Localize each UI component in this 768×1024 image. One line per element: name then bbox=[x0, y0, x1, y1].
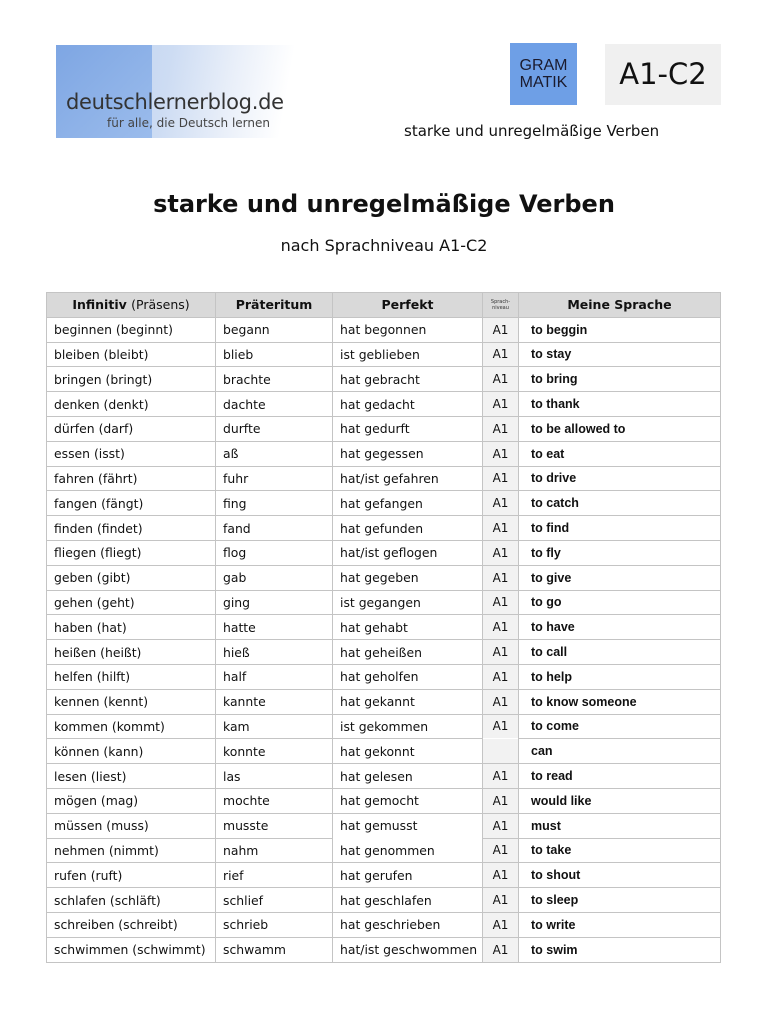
grammar-badge-line2: MATIK bbox=[519, 74, 568, 91]
table-row bbox=[47, 615, 721, 640]
cell-infinitive: haben (hat) bbox=[47, 615, 216, 640]
cell-infinitive: müssen (muss) bbox=[47, 813, 216, 838]
cell-infinitive: helfen (hilft) bbox=[47, 664, 216, 689]
cell-preterite: hatte bbox=[216, 615, 333, 640]
table-row bbox=[47, 714, 721, 739]
cell-infinitive: bringen (bringt) bbox=[47, 367, 216, 392]
table-row bbox=[47, 516, 721, 541]
header-infinitive-note: (Präsens) bbox=[131, 297, 190, 313]
table-row bbox=[47, 590, 721, 615]
cell-level: A1 bbox=[483, 466, 519, 491]
cell-infinitive: rufen (ruft) bbox=[47, 863, 216, 888]
table-row bbox=[47, 342, 721, 367]
cell-level: A1 bbox=[483, 565, 519, 590]
cell-perfect: hat/ist geschwommen bbox=[333, 937, 483, 962]
cell-translation: to eat bbox=[519, 441, 721, 466]
cell-infinitive: lesen (liest) bbox=[47, 764, 216, 789]
cell-translation: to read bbox=[519, 764, 721, 789]
table-row bbox=[47, 863, 721, 888]
cell-preterite: schwamm bbox=[216, 937, 333, 962]
cell-level: A1 bbox=[483, 416, 519, 441]
cell-preterite: aß bbox=[216, 441, 333, 466]
cell-level: A1 bbox=[483, 342, 519, 367]
table-row bbox=[47, 317, 721, 342]
cell-infinitive: denken (denkt) bbox=[47, 392, 216, 417]
cell-level: A1 bbox=[483, 441, 519, 466]
level-badge: A1-C2 bbox=[605, 44, 721, 105]
cell-infinitive: fangen (fängt) bbox=[47, 491, 216, 516]
cell-perfect: hat gemusst bbox=[333, 813, 483, 838]
grammar-badge bbox=[510, 43, 577, 105]
cell-perfect: hat geschlafen bbox=[333, 888, 483, 913]
cell-infinitive: fliegen (fliegt) bbox=[47, 540, 216, 565]
table-row bbox=[47, 764, 721, 789]
cell-level: A1 bbox=[483, 813, 519, 838]
cell-level bbox=[483, 739, 519, 764]
header-own-language: Meine Sprache bbox=[519, 293, 721, 318]
cell-preterite: las bbox=[216, 764, 333, 789]
logo-tagline: für alle, die Deutsch lernen bbox=[107, 116, 270, 130]
cell-translation: to thank bbox=[519, 392, 721, 417]
cell-perfect: hat gefunden bbox=[333, 516, 483, 541]
table-body bbox=[47, 317, 721, 962]
cell-infinitive: essen (isst) bbox=[47, 441, 216, 466]
cell-level: A1 bbox=[483, 367, 519, 392]
cell-translation: to know someone bbox=[519, 689, 721, 714]
cell-perfect: hat gehabt bbox=[333, 615, 483, 640]
cell-level: A1 bbox=[483, 863, 519, 888]
cell-perfect: hat gelesen bbox=[333, 764, 483, 789]
cell-translation: to shout bbox=[519, 863, 721, 888]
cell-perfect: hat gebracht bbox=[333, 367, 483, 392]
grammar-badge-line1: GRAM bbox=[519, 57, 568, 74]
table-row bbox=[47, 888, 721, 913]
cell-perfect: ist gegangen bbox=[333, 590, 483, 615]
cell-infinitive: kennen (kennt) bbox=[47, 689, 216, 714]
cell-translation: to go bbox=[519, 590, 721, 615]
cell-level: A1 bbox=[483, 590, 519, 615]
cell-preterite: schrieb bbox=[216, 912, 333, 937]
cell-preterite: musste bbox=[216, 813, 333, 838]
document-subtitle: nach Sprachniveau A1-C2 bbox=[280, 236, 488, 255]
cell-translation: to bring bbox=[519, 367, 721, 392]
cell-preterite: ging bbox=[216, 590, 333, 615]
cell-infinitive: kommen (kommt) bbox=[47, 714, 216, 739]
cell-level: A1 bbox=[483, 392, 519, 417]
cell-translation: to fly bbox=[519, 540, 721, 565]
cell-infinitive: fahren (fährt) bbox=[47, 466, 216, 491]
cell-preterite: fuhr bbox=[216, 466, 333, 491]
cell-preterite: dachte bbox=[216, 392, 333, 417]
table-row bbox=[47, 788, 721, 813]
cell-level: A1 bbox=[483, 491, 519, 516]
cell-perfect: hat geholfen bbox=[333, 664, 483, 689]
cell-perfect: hat gekonnt bbox=[333, 739, 483, 764]
cell-translation: to sleep bbox=[519, 888, 721, 913]
cell-infinitive: mögen (mag) bbox=[47, 788, 216, 813]
cell-perfect: hat gedacht bbox=[333, 392, 483, 417]
cell-perfect: hat begonnen bbox=[333, 317, 483, 342]
cell-translation: to give bbox=[519, 565, 721, 590]
cell-level: A1 bbox=[483, 888, 519, 913]
cell-preterite: fand bbox=[216, 516, 333, 541]
cell-preterite: kam bbox=[216, 714, 333, 739]
cell-translation: to drive bbox=[519, 466, 721, 491]
cell-translation: to catch bbox=[519, 491, 721, 516]
cell-level: A1 bbox=[483, 937, 519, 962]
table-row bbox=[47, 664, 721, 689]
table-row bbox=[47, 416, 721, 441]
cell-infinitive: finden (findet) bbox=[47, 516, 216, 541]
cell-translation: to help bbox=[519, 664, 721, 689]
cell-preterite: nahm bbox=[216, 838, 333, 863]
cell-level: A1 bbox=[483, 615, 519, 640]
cell-translation: to find bbox=[519, 516, 721, 541]
cell-infinitive: schwimmen (schwimmt) bbox=[47, 937, 216, 962]
table-row bbox=[47, 540, 721, 565]
cell-infinitive: nehmen (nimmt) bbox=[47, 838, 216, 863]
document-title: starke und unregelmäßige Verben bbox=[153, 190, 615, 218]
table-row bbox=[47, 392, 721, 417]
cell-translation: to come bbox=[519, 714, 721, 739]
cell-level: A1 bbox=[483, 317, 519, 342]
cell-preterite: konnte bbox=[216, 739, 333, 764]
header-preterite: Präteritum bbox=[216, 293, 333, 318]
cell-perfect: hat gegeben bbox=[333, 565, 483, 590]
table-row bbox=[47, 937, 721, 962]
cell-preterite: half bbox=[216, 664, 333, 689]
cell-infinitive: können (kann) bbox=[47, 739, 216, 764]
cell-perfect: hat gemocht bbox=[333, 788, 483, 813]
cell-translation: would like bbox=[519, 788, 721, 813]
cell-preterite: fing bbox=[216, 491, 333, 516]
cell-preterite: rief bbox=[216, 863, 333, 888]
cell-translation: to beggin bbox=[519, 317, 721, 342]
cell-translation: to write bbox=[519, 912, 721, 937]
table-row bbox=[47, 367, 721, 392]
cell-infinitive: bleiben (bleibt) bbox=[47, 342, 216, 367]
cell-level: A1 bbox=[483, 788, 519, 813]
header-level-line2: niveau bbox=[492, 304, 509, 311]
cell-perfect: hat geschrieben bbox=[333, 912, 483, 937]
verbs-table bbox=[46, 292, 721, 963]
table-row bbox=[47, 838, 721, 863]
cell-translation: to be allowed to bbox=[519, 416, 721, 441]
cell-perfect: hat gerufen bbox=[333, 863, 483, 888]
cell-level: A1 bbox=[483, 664, 519, 689]
cell-preterite: mochte bbox=[216, 788, 333, 813]
cell-translation: to call bbox=[519, 640, 721, 665]
header-level bbox=[483, 293, 519, 318]
cell-level: A1 bbox=[483, 689, 519, 714]
cell-perfect: hat genommen bbox=[333, 838, 483, 863]
cell-infinitive: schlafen (schläft) bbox=[47, 888, 216, 913]
cell-perfect: hat/ist geflogen bbox=[333, 540, 483, 565]
cell-level: A1 bbox=[483, 516, 519, 541]
cell-preterite: flog bbox=[216, 540, 333, 565]
table-row bbox=[47, 491, 721, 516]
cell-infinitive: heißen (heißt) bbox=[47, 640, 216, 665]
cell-translation: to swim bbox=[519, 937, 721, 962]
cell-infinitive: gehen (geht) bbox=[47, 590, 216, 615]
cell-preterite: gab bbox=[216, 565, 333, 590]
cell-infinitive: schreiben (schreibt) bbox=[47, 912, 216, 937]
cell-level: A1 bbox=[483, 912, 519, 937]
header-infinitive bbox=[47, 293, 216, 318]
cell-preterite: durfte bbox=[216, 416, 333, 441]
cell-level: A1 bbox=[483, 764, 519, 789]
cell-infinitive: beginnen (beginnt) bbox=[47, 317, 216, 342]
cell-perfect: hat/ist gefahren bbox=[333, 466, 483, 491]
cell-translation: to have bbox=[519, 615, 721, 640]
cell-preterite: schlief bbox=[216, 888, 333, 913]
table-row bbox=[47, 739, 721, 764]
cell-preterite: kannte bbox=[216, 689, 333, 714]
header-perfect: Perfekt bbox=[333, 293, 483, 318]
cell-translation: to take bbox=[519, 838, 721, 863]
cell-level: A1 bbox=[483, 714, 519, 739]
table-header-row bbox=[47, 293, 721, 318]
cell-infinitive: dürfen (darf) bbox=[47, 416, 216, 441]
cell-level: A1 bbox=[483, 540, 519, 565]
cell-preterite: blieb bbox=[216, 342, 333, 367]
table-row bbox=[47, 689, 721, 714]
table-row bbox=[47, 466, 721, 491]
logo-title: deutschlernerblog.de bbox=[66, 90, 284, 114]
cell-level: A1 bbox=[483, 838, 519, 863]
header-level-line1: Sprach- bbox=[490, 298, 511, 305]
table-row bbox=[47, 640, 721, 665]
cell-perfect: hat geheißen bbox=[333, 640, 483, 665]
cell-preterite: begann bbox=[216, 317, 333, 342]
cell-preterite: brachte bbox=[216, 367, 333, 392]
cell-perfect: hat gedurft bbox=[333, 416, 483, 441]
header-subtitle: starke und unregelmäßige Verben bbox=[404, 122, 660, 140]
cell-preterite: hieß bbox=[216, 640, 333, 665]
table-row bbox=[47, 565, 721, 590]
header-infinitive-label: Infinitiv bbox=[72, 297, 127, 313]
table-row bbox=[47, 912, 721, 937]
cell-perfect: hat gegessen bbox=[333, 441, 483, 466]
cell-level: A1 bbox=[483, 640, 519, 665]
cell-perfect: hat gekannt bbox=[333, 689, 483, 714]
table-row bbox=[47, 813, 721, 838]
cell-translation: to stay bbox=[519, 342, 721, 367]
cell-translation: can bbox=[519, 739, 721, 764]
cell-translation: must bbox=[519, 813, 721, 838]
table-row bbox=[47, 441, 721, 466]
cell-perfect: hat gefangen bbox=[333, 491, 483, 516]
cell-perfect: ist gekommen bbox=[333, 714, 483, 739]
cell-perfect: ist geblieben bbox=[333, 342, 483, 367]
cell-infinitive: geben (gibt) bbox=[47, 565, 216, 590]
